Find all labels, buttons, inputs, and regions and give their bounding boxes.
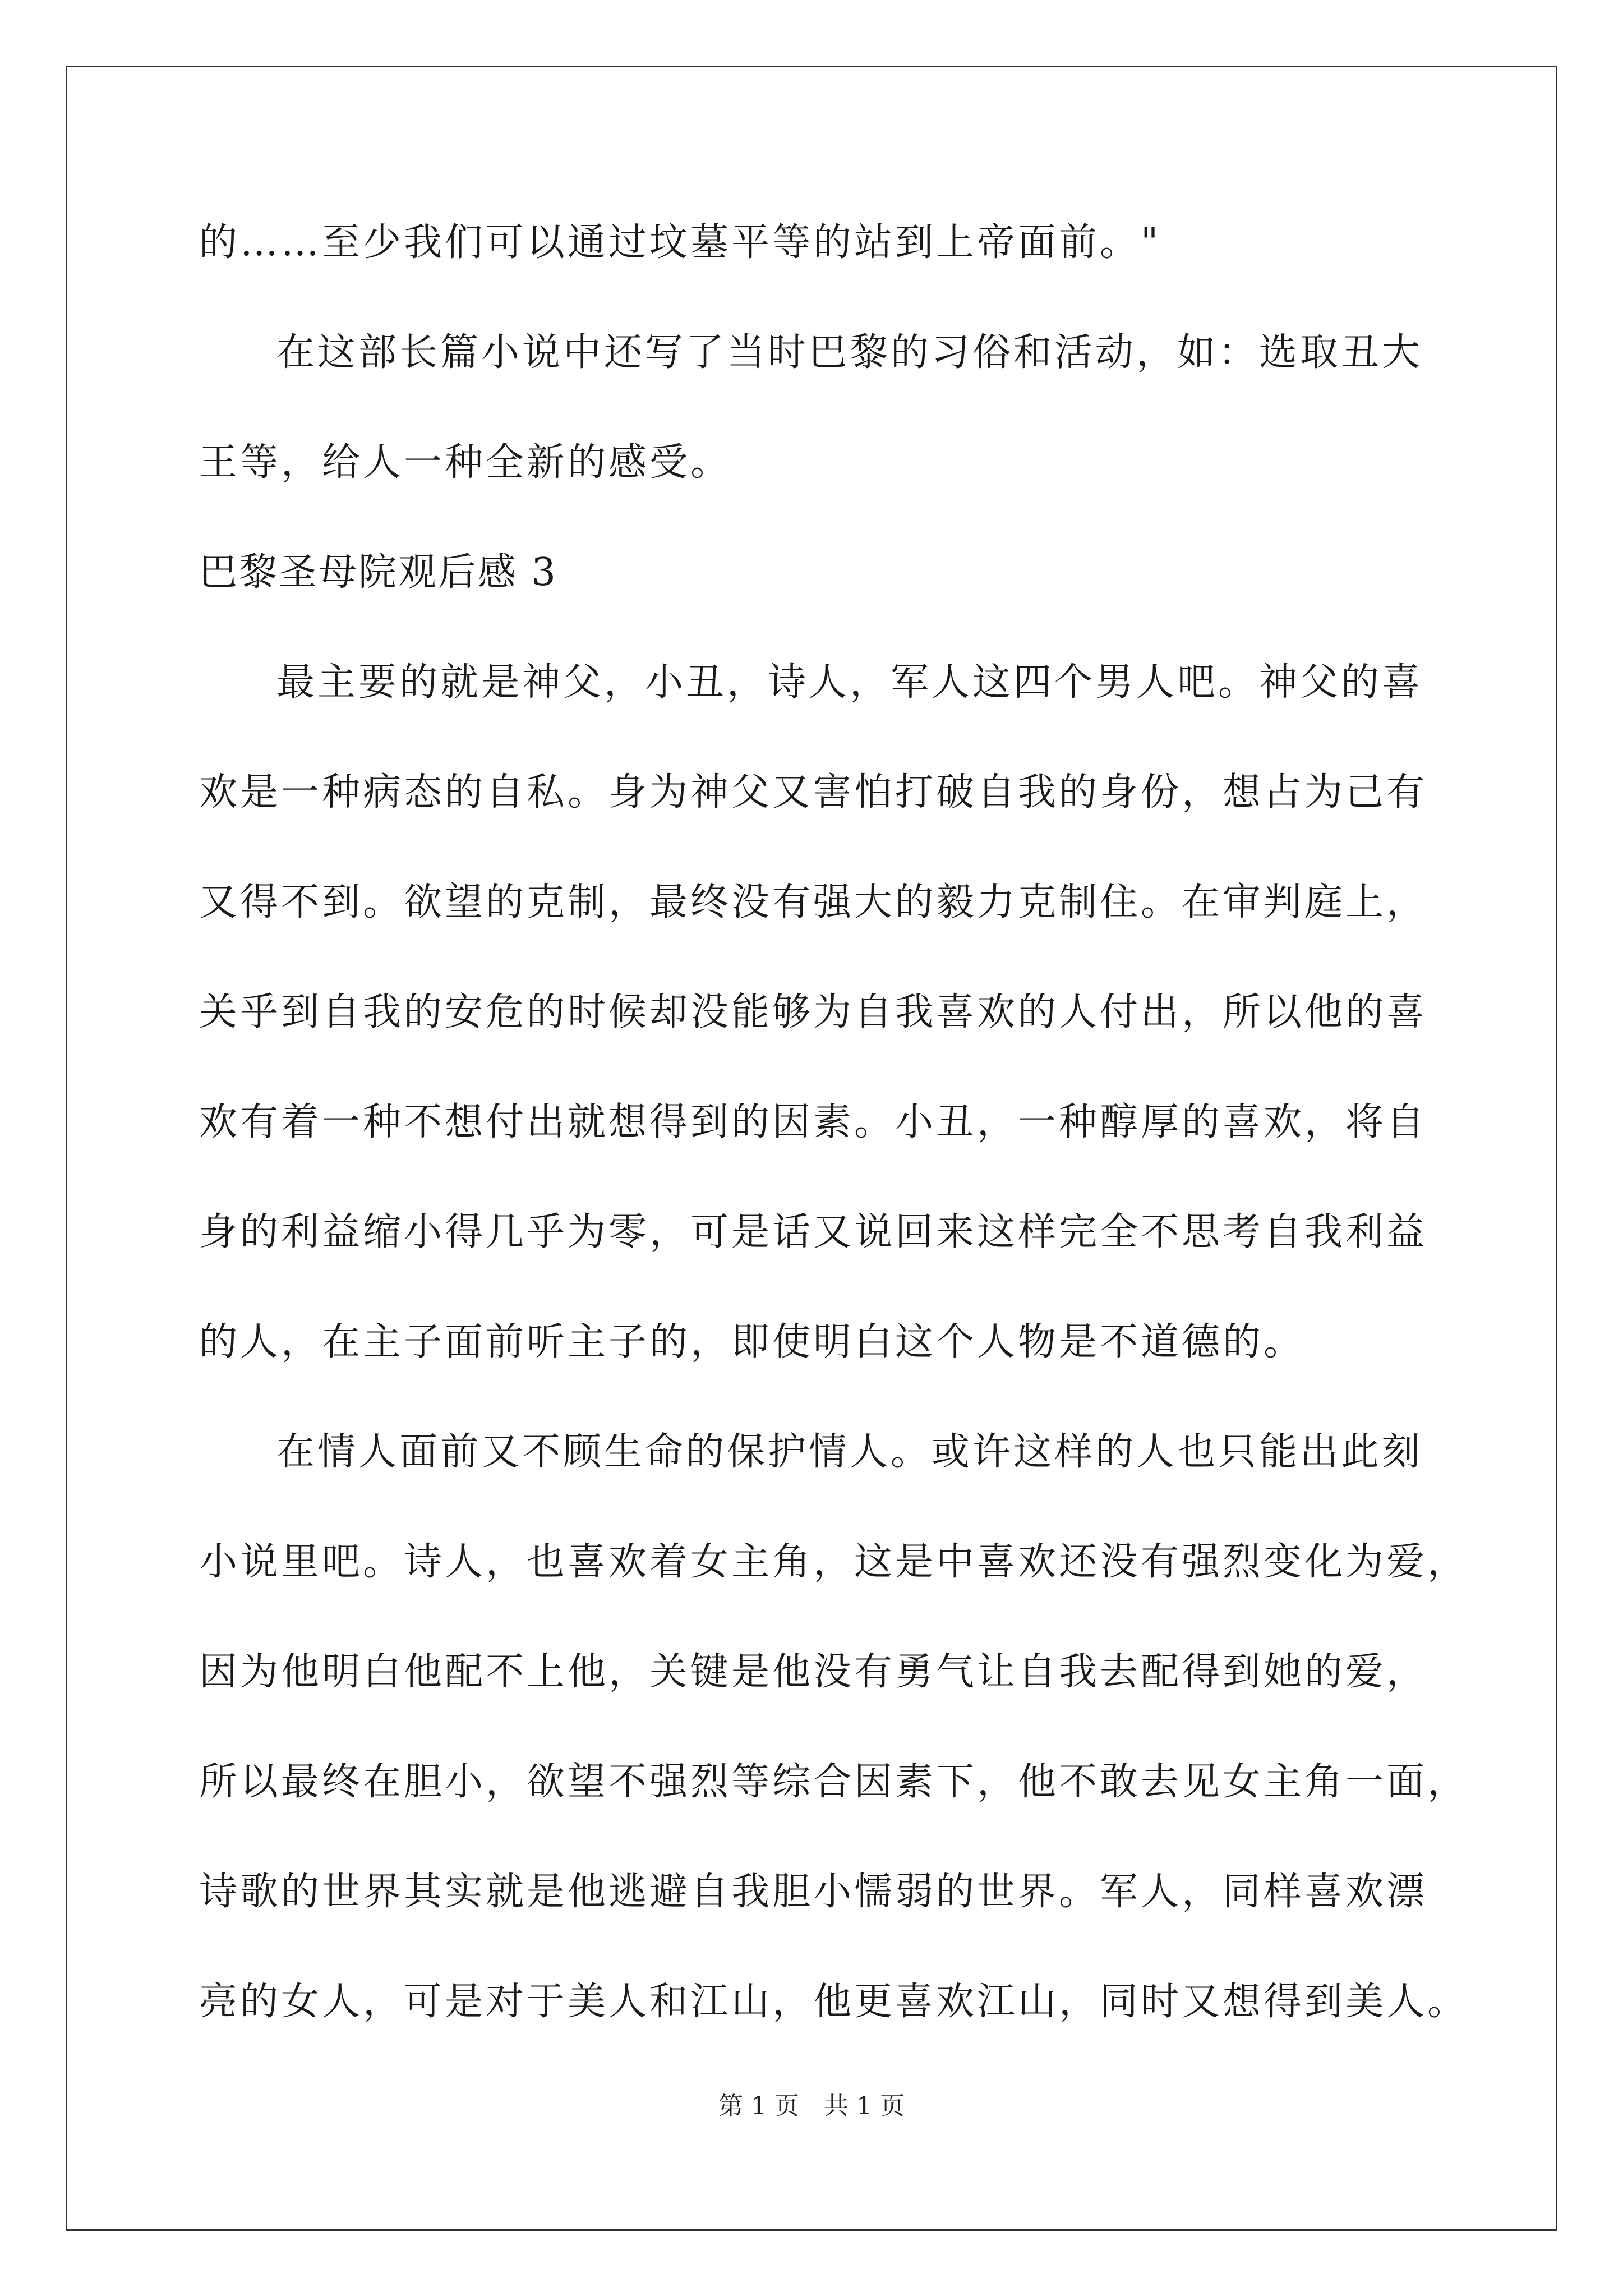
document-body xyxy=(199,218,1469,2087)
paragraph-line: 关乎到自我的安危的时候却没能够为自我喜欢的人付出，所以他的喜 xyxy=(199,990,1428,1034)
paragraph-line: 的人，在主子面前听主子的，即使明白这个人物是不道德的。 xyxy=(199,1320,1305,1364)
paragraph-line: 在这部长篇小说中还写了当时巴黎的习俗和活动，如：选取丑大 xyxy=(276,330,1423,375)
paragraph-line: 身的利益缩小得几乎为零，可是话又说回来这样完全不思考自我利益 xyxy=(199,1210,1428,1254)
paragraph-line: 诗歌的世界其实就是他逃避自我胆小懦弱的世界。军人，同样喜欢漂 xyxy=(199,1870,1428,1914)
paragraph-line: 欢是一种病态的自私。身为神父又害怕打破自我的身份，想占为己有 xyxy=(199,770,1428,815)
paragraph-line: 王等，给人一种全新的感受。 xyxy=(199,440,732,485)
paragraph-line: 在情人面前又不顾生命的保护情人。或许这样的人也只能出此刻 xyxy=(276,1430,1423,1474)
section-heading: 巴黎圣母院观后感 3 xyxy=(199,550,557,595)
paragraph-line: 因为他明白他配不上他，关键是他没有勇气让自我去配得到她的爱， xyxy=(199,1650,1428,1694)
paragraph-line: 最主要的就是神父，小丑，诗人，军人这四个男人吧。神父的喜 xyxy=(276,660,1423,705)
paragraph-line: 又得不到。欲望的克制，最终没有强大的毅力克制住。在审判庭上， xyxy=(199,880,1428,924)
paragraph-line: 小说里吧。诗人，也喜欢着女主角，这是中喜欢还没有强烈变化为爱， xyxy=(199,1540,1469,1584)
paragraph-line: 的……至少我们可以通过坟墓平等的站到上帝面前。" xyxy=(199,220,1161,265)
paragraph-line: 所以最终在胆小，欲望不强烈等综合因素下，他不敢去见女主角一面， xyxy=(199,1760,1469,1804)
paragraph-line: 亮的女人，可是对于美人和江山，他更喜欢江山，同时又想得到美人。 xyxy=(199,1980,1469,2024)
paragraph-line: 欢有着一种不想付出就想得到的因素。小丑，一种醇厚的喜欢，将自 xyxy=(199,1100,1428,1144)
page-footer: 第 1 页 共 1 页 xyxy=(718,2092,905,2120)
